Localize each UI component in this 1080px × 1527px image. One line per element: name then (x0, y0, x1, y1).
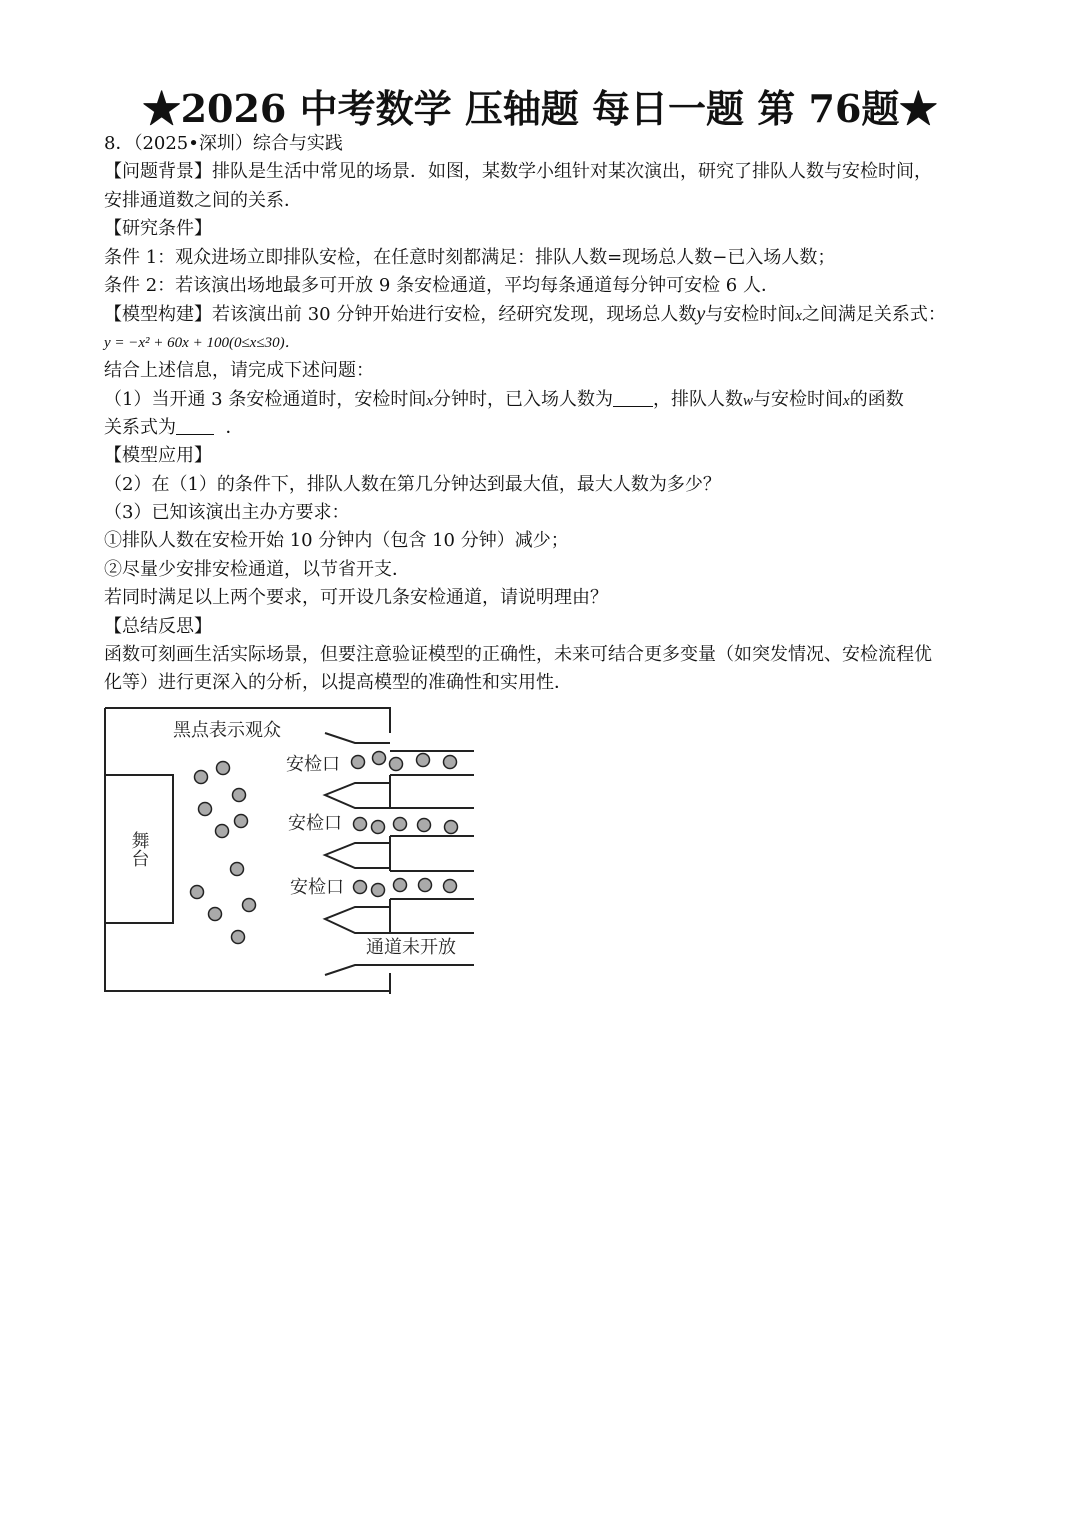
model-var-x: x (795, 308, 802, 325)
model-tag: 【模型构建】 (104, 304, 212, 326)
funnel-wedge (325, 733, 390, 743)
page-title: ★2026 中考数学 压轴题 每日一题 第 76题★ (142, 86, 938, 131)
combine-line: 结合上述信息，请完成下述问题： (104, 360, 374, 382)
viewer-dot (373, 752, 386, 765)
q1-var-x: x (426, 392, 434, 409)
background-tag: 【问题背景】 (104, 161, 212, 183)
background-line-2: 安排通道数之间的关系． (104, 189, 302, 211)
viewer-dot (243, 899, 256, 912)
venue-diagram-svg (100, 703, 480, 997)
viewer-dot (209, 908, 222, 921)
legend-label: 黑点表示观众 (173, 720, 281, 741)
viewer-dot (231, 863, 244, 876)
viewer-dot (419, 879, 432, 892)
model-line (104, 300, 984, 328)
viewer-dot (394, 879, 407, 892)
problem-type: 综合与实践 (252, 133, 343, 154)
viewer-dot (195, 771, 208, 784)
problem-source: （2025•深圳） (133, 133, 253, 154)
apply-tag: 【模型应用】 (104, 445, 212, 467)
viewer-dot (418, 819, 431, 832)
venue-diagram (100, 703, 480, 1001)
viewer-dot (390, 758, 403, 771)
viewer-dot (445, 821, 458, 834)
viewer-dot (217, 762, 230, 775)
funnel-wedge (325, 783, 390, 808)
question-1-line-2 (104, 414, 984, 442)
viewer-dot (233, 789, 246, 802)
gate-label-2: 安检口 (288, 813, 342, 834)
condition-1: 条件 1：观众进场立即排队安检，在任意时刻都满足：排队人数=现场总人数−已入场人数； (104, 246, 836, 268)
viewer-dot (372, 884, 385, 897)
q1-text-e: 的函数 (849, 388, 904, 410)
model-text-c: 之间满足关系式： (801, 304, 946, 326)
q1-text-a: （1）当开通 3 条安检通道时，安检时间 (104, 388, 427, 410)
viewer-dot (191, 886, 204, 899)
funnel-wedge (325, 843, 390, 868)
q1-text-c: ，排队人数 (653, 388, 744, 410)
model-text-a: 若该演出前 30 分钟开始进行安检，经研究发现，现场总人数 (212, 304, 697, 326)
viewer-dot (216, 825, 229, 838)
summary-line-1: 函数可刻画生活实际场景，但要注意验证模型的正确性，未来可结合更多变量（如突发情况、安检流程优 (104, 644, 932, 666)
gate-label-3: 安检口 (290, 877, 344, 898)
answer-blank-1[interactable] (613, 388, 653, 407)
viewer-dot (444, 756, 457, 769)
funnel-wedge (325, 965, 390, 975)
summary-tag: 【总结反思】 (104, 615, 212, 637)
conditions-tag: 【研究条件】 (104, 218, 212, 240)
viewer-dot (444, 880, 457, 893)
q1-text-d: 与安检时间 (753, 388, 844, 410)
summary-line-2: 化等）进行更深入的分析，以提高模型的准确性和实用性． (104, 672, 572, 694)
viewer-dot (372, 821, 385, 834)
model-text-b: 与安检时间 (705, 304, 796, 326)
requirement-2: ②尽量少安排安检通道，以节省开支． (104, 558, 410, 580)
stage-label: 舞台 (128, 831, 150, 867)
q1-var-w: w (743, 392, 754, 409)
problem-body (104, 130, 984, 698)
question-3-ask: 若同时满足以上两个要求，可开设几条安检通道，请说明理由？ (104, 587, 608, 609)
question-1-line-1 (104, 386, 984, 414)
requirement-1: ①排队人数在安检开始 10 分钟内（包含 10 分钟）减少； (104, 530, 569, 552)
q1-text-g: ． (225, 416, 244, 438)
closed-channel-label: 通道未开放 (366, 937, 456, 958)
problem-header (104, 130, 984, 158)
question-3: （3）已知该演出主办方要求： (104, 502, 350, 524)
q1-var-x2: x (843, 392, 850, 409)
question-2: （2）在（1）的条件下，排队人数在第几分钟达到最大值，最大人数为多少？ (104, 473, 721, 495)
answer-blank-2[interactable] (176, 416, 214, 435)
formula: y = −x² + 60x + 100(0≤x≤30)． (104, 334, 300, 351)
viewer-dot (199, 803, 212, 816)
gate-label-1: 安检口 (286, 754, 340, 775)
background-text-1: 排队是生活中常见的场景．如图，某数学小组针对某次演出，研究了排队人数与安检时间， (212, 161, 932, 183)
q1-text-f: 关系式为 (104, 416, 176, 438)
viewer-dot (354, 818, 367, 831)
background-line-1 (104, 158, 984, 186)
viewer-dot (354, 881, 367, 894)
problem-number: 8． (104, 133, 134, 154)
viewer-dot (232, 931, 245, 944)
viewer-dot (417, 754, 430, 767)
q1-text-b: 分钟时，已入场人数为 (433, 388, 614, 410)
funnel-wedge (325, 907, 390, 933)
viewer-dot (235, 815, 248, 828)
condition-2: 条件 2：若该演出场地最多可开放 9 条安检通道，平均每条通道每分钟可安检 6 人． (104, 274, 779, 296)
viewer-dot (394, 818, 407, 831)
viewer-dot (352, 756, 365, 769)
model-var-y: y (696, 303, 706, 326)
